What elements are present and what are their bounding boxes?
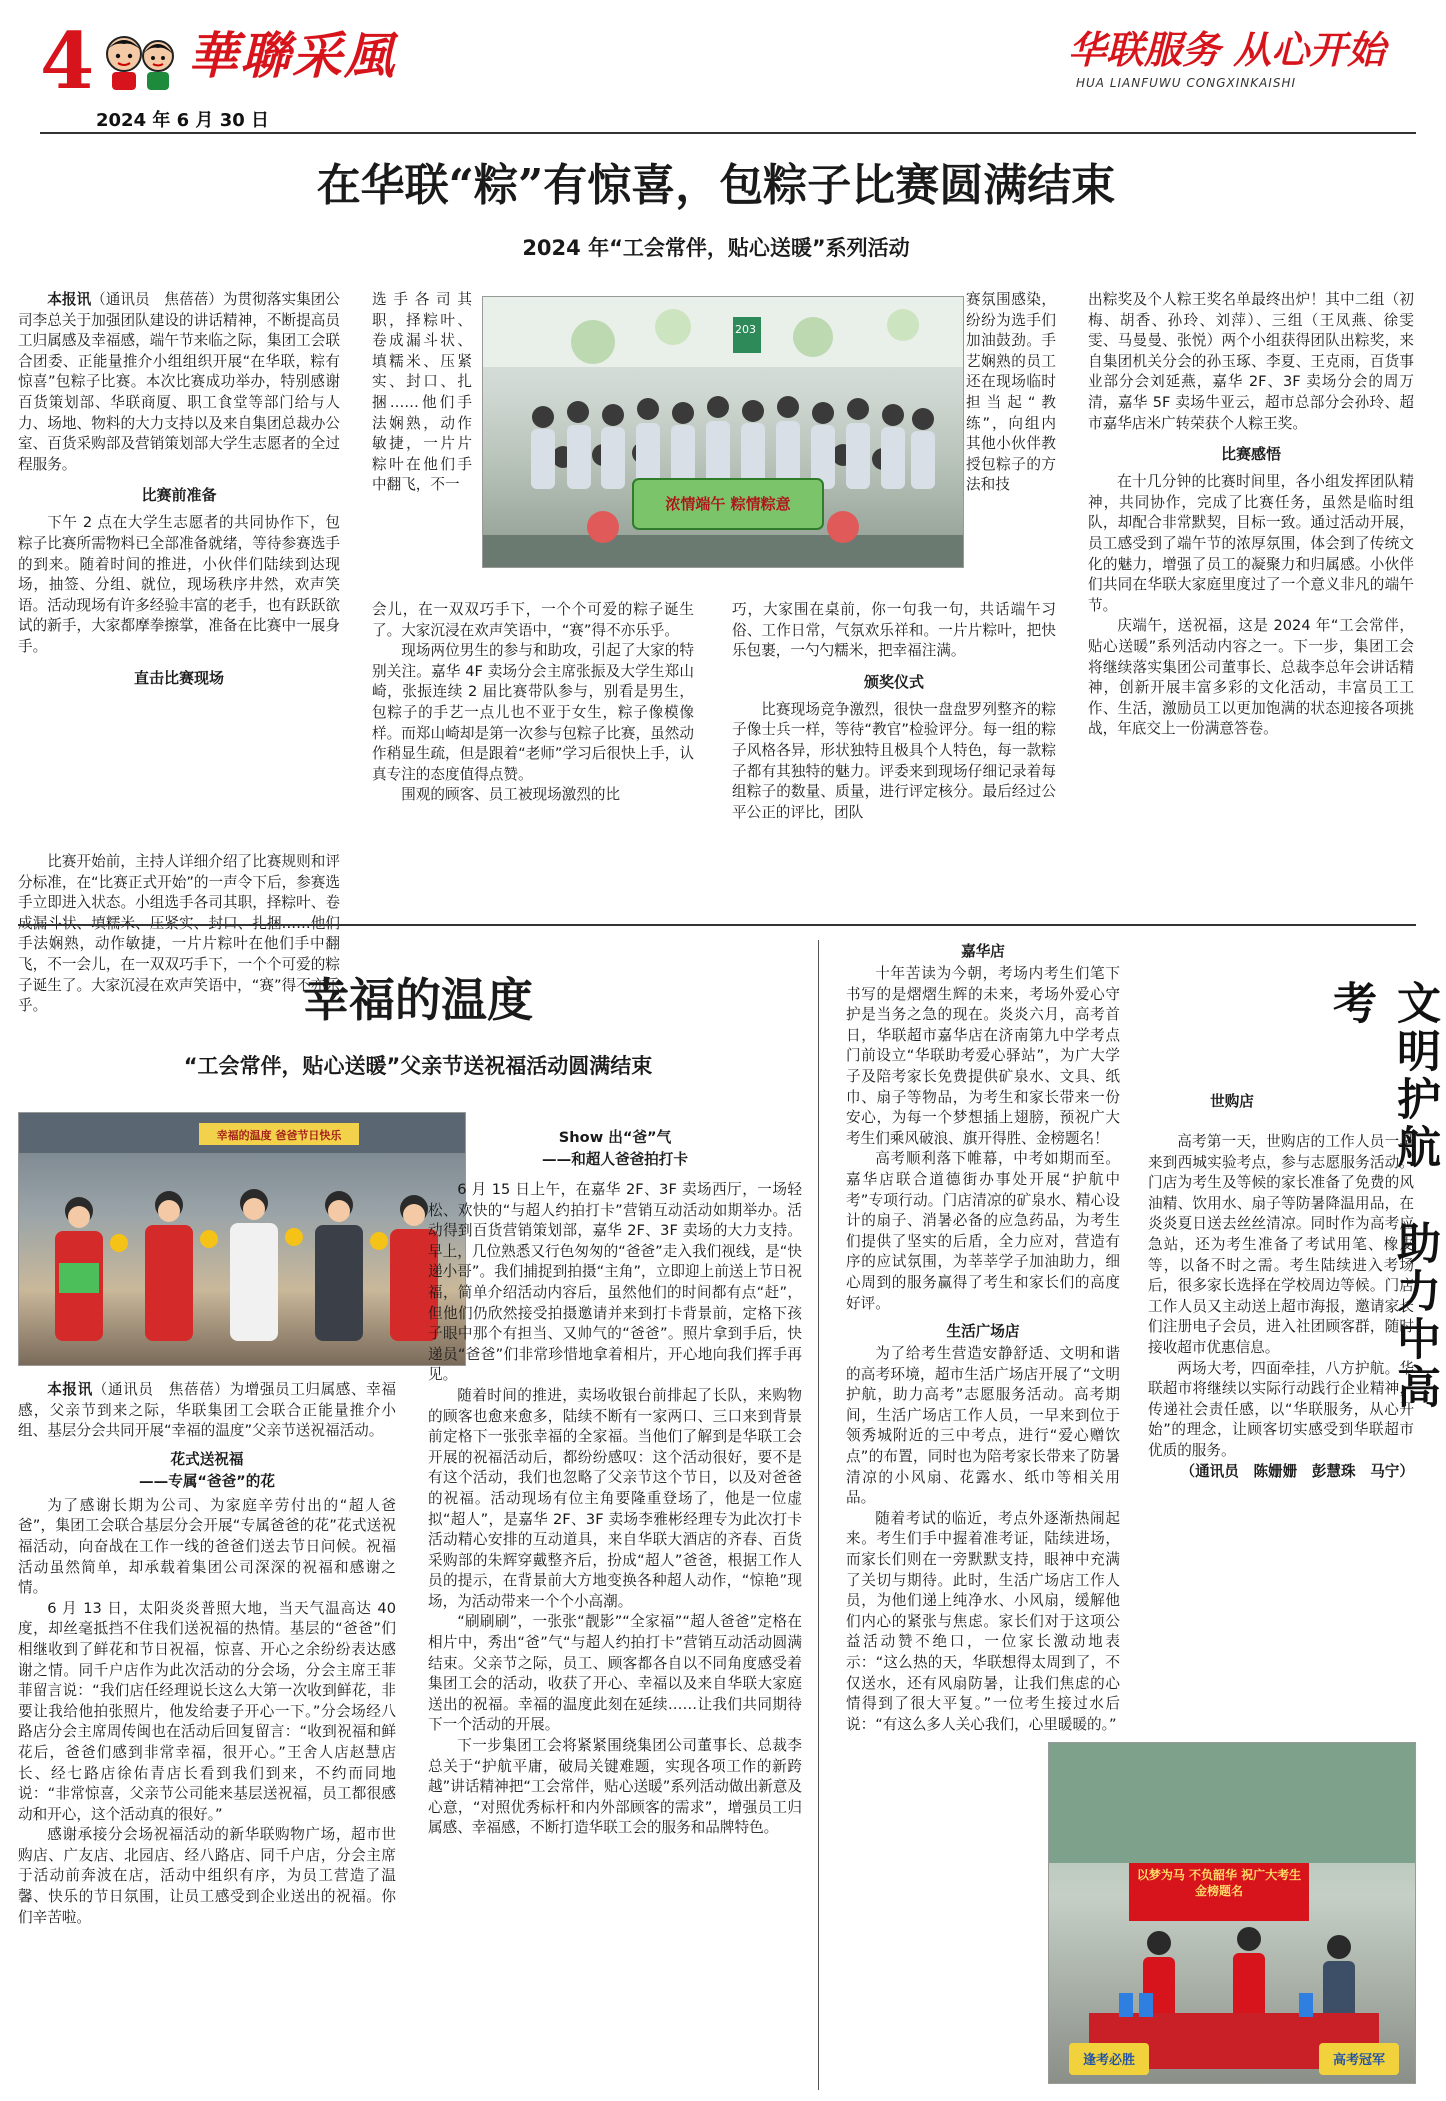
lead-text: 为贯彻落实集团公司李总关于加强团队建设的讲话精神，不断提高员工归属感及幸福感，端午节来临之际，集团工会联合团委、正能量推介小组组织开展“在华联，粽有惊喜”包粽子比赛。本次比赛成功举办，特别感谢百货策划部、华联商厦、职工食堂等部门给与人力、场地、物料的大力支持以及来自集团总裁办公室、百货采购部及营销策划部大学生志愿者的全过程服务。	[18, 291, 340, 473]
article3-headline: 文明护航 助力中高考	[1325, 980, 1440, 1412]
paragraph: 比赛现场竞争激烈，很快一盘盘罗列整齐的粽子像士兵一样，等待“教官”检验评分。每一组的粽子风格各异，形状独特且极具个人特色，每一款粽子都有其独特的魅力。评委来到现场仔细记录着每组粽子的数量、质量，进行评定核分。最后经过公平公正的评比，团队	[732, 700, 1056, 821]
article2-col1: 本报讯（通讯员 焦蓓蓓）为增强员工归属感、幸福感，父亲节到来之际，华联集团工会联合正能量推介小组、基层分会共同开展“幸福的温度”父亲节送祝福活动。 花式送祝福 ——专属“爸爸”的花 为了感谢长期为公司、为家庭辛劳付出的“超人爸爸”，集团工会联合基层分会开展“专属爸爸的花”花式送祝福活动，向奋战在工作一线的爸爸们送去节日问候。祝福活动虽然简单，却承载着集团公司深深的祝福和感谢之情。 6 月 13 日，太阳炎炎普照大地，当天气温高达 40 度，却丝毫抵挡不住我们送祝福的热情。基层的“爸爸”们相继收到了鲜花和节日祝福，惊喜、开心之余纷纷表达感谢之情。同千户店作为此次活动的分会场，分会主席王菲菲留言说：“我们店任经理说长这么大第一次收到鲜花，非要让我给他拍张照片，他发给妻子开心一下。”分会场经八路店分会主席周传闽也在活动后回复留言：“收到祝福和鲜花后，爸爸们感到非常幸福，很开心。”王舍人店赵慧店长、经七路店徐佑青店长看到我们到来，不约而同地说：“非常惊喜，父亲节公司能来基层送祝福，员工都很感动和开心，这个活动真的很好。” 感谢承接分会场祝福活动的新华联购物广场，超市世购店、广友店、北园店、经八路店、同千户店，分会主席于活动前奔波在店，活动中组织有序，为员工营造了温馨、快乐的节日氛围，让员工感受到企业送出的祝福。你们辛苦啦。	[18, 1380, 396, 1928]
photo-sign-text: 203	[735, 323, 756, 336]
photo-banner-text: 浓情端午 粽情粽意	[665, 495, 791, 513]
paragraph: 现场两位男生的参与和助攻，引起了大家的特别关注。嘉华 4F 卖场分会主席张振及大学生郑山崎，张振连续 2 届比赛带队参与，别看是男生，包粽子的手艺一点儿也不亚于女生，粽子像模像样。而郑山崎却是第一次参与包粽子比赛，虽然动作稍显生疏，但是跟着“老师”学习后很快上手，认真专注的态度值得点赞。	[372, 642, 694, 783]
photo-exam-support	[1048, 1742, 1416, 2084]
paragraph-crowd-start: 围观的顾客、员工被现场激烈的比	[401, 786, 621, 804]
page-number: 4	[40, 16, 95, 107]
section-heading: Show 出“爸”气	[558, 1129, 672, 1146]
section-name: 華聯采風	[188, 26, 396, 85]
paragraph: 6 月 15 日上午，在嘉华 2F、3F 卖场西厅，一场轻松、欢快的“与超人约拍打卡”营销互动活动如期举办。活动得到百货营销策划部，嘉华 2F、3F 卖场的大力支持。早上，几位熟悉又行色匆匆的“爸爸”走入我们视线，是“快递小哥”。我们捕捉到拍摄“主角”，立即迎上前送上节日祝福，简单介绍活动内容后，虽然他们的时间都有点“赶”，但他们仍欣然接受拍摄邀请并来到打卡背景前，定格下孩子眼中那个有担当、又帅气的“爸爸”。照片拿到手后，快递员“爸爸”们非常珍惜地拿着相片，开心地向我们挥手再见。	[428, 1181, 802, 1384]
section-heading: 世购店	[1210, 1093, 1254, 1110]
divider-vertical	[818, 940, 819, 2090]
photo-fathers-day	[18, 1112, 466, 1366]
lead-byline: （通讯员 焦蓓蓓）	[91, 291, 223, 308]
paragraph: 6 月 13 日，太阳炎炎普照大地，当天气温高达 40 度，却丝毫抵挡不住我们送祝福的热情。基层的“爸爸”们相继收到了鲜花和节日祝福，惊喜、开心之余纷纷表达感谢之情。同千户店作为此次活动的分会场，分会主席王菲菲留言说：“我们店任经理说长这么大第一次收到鲜花，非要让我给他拍张照片，他发给妻子开心一下。”分会场经八路店分会主席周传闽也在活动后回复留言：“收到祝福和鲜花后，爸爸们感到非常幸福，很开心。”王舍人店赵慧店长、经七路店徐佑青店长看到我们到来，不约而同地说：“非常惊喜，父亲节公司能来基层送祝福，员工都很感动和开心，这个活动真的很好。”	[18, 1599, 396, 1823]
section-subheading: ——专属“爸爸”的花	[139, 1472, 275, 1490]
section-heading: 嘉华店	[961, 943, 1005, 960]
mascot-logo-icon	[94, 30, 186, 94]
section-heading: 生活广场店	[946, 1323, 1020, 1341]
paragraph: 高考第一天，世购店的工作人员一早来到西城实验考点，参与志愿服务活动。门店为考生及等候的家长准备了免费的风油精、饮用水、扇子等防暑降温用品，在炎炎夏日送去丝丝清凉。同时作为高考应急站，还为考生准备了考试用笔、橡皮等，以备不时之需。考生陆续进入考场后，很多家长选择在学校周边等候。门店工作人员又主动送上超市海报，邀请家长们注册电子会员，进入社团顾客群，随时接收超市优惠信息。	[1148, 1133, 1414, 1356]
photo-badge: 高考冠军	[1332, 2053, 1385, 2068]
masthead	[0, 0, 1432, 140]
article3-col2	[1148, 942, 1316, 1114]
section-heading: 花式送祝福	[170, 1450, 244, 1468]
paragraph: 高考顺利落下帷幕，中考如期而至。嘉华店联合道德街办事处开展“护航中考”专项行动。门店清凉的矿泉水、精心设计的扇子、消暑必备的应急药品，为考生们提供了坚实的后盾，全力应对，营造有序的应试氛围，为莘莘学子加油助力，细心周到的服务赢得了考生和家长们的高度好评。	[846, 1150, 1120, 1312]
article1-col1	[18, 290, 340, 696]
paragraph: 比赛开始前，主持人详细介绍了比赛规则和评分标准，在“比赛正式开始”的一声令下后，参赛选手立即进入状态。小组选手各司其职，择粽叶、卷 手法娴熟，动作敏捷，一片片粽叶在他们手中翻飞，不一会儿，在一双双巧手下，一个个可爱的粽子诞生了。大家沉浸在欢声笑语中，“赛”得不亦乐乎。	[18, 853, 340, 1015]
article1-col3: 赛氛围感染，纷纷为选手们加油鼓劲。手艺娴熟的员工还在现场临时担当起“教练”，向组内其他小伙伴教授包粽子的方法和技	[966, 291, 1056, 494]
paragraph: “刷刷刷”，一张张“靓影”“全家福”“超人爸爸”定格在相片中，秀出“爸”气“与超人约拍打卡”营销互动活动圆满结束。父亲节之际，员工、顾客都各自以不同角度感受着集团工会的活动，收获了开心、幸福以及来自华联大家庭送出的祝福。幸福的温度此刻在延续……让我们共同期待下一个活动的开展。	[428, 1613, 802, 1734]
slogan: 华联服务 从心开始	[1068, 27, 1386, 72]
article1-col2b: 会儿，在一双双巧手下，一个个可爱的粽子诞生了。大家沉浸在欢声笑语中，“赛”得不亦乐乎。 现场两位男生的参与和助攻，引起了大家的特别关注。嘉华 4F 卖场分会主席张振及大学生郑山崎，张振连续 2 届比赛带队参与，别看是男生，包粽子的手艺一点儿也不亚于女生，粽子像模像样。而郑山崎却是第一次参与包粽子比赛，虽然动作稍显生疏，但是跟着“老师”学习后很快上手，认真专注的态度值得点赞。 围观的顾客、员工被现场激烈的比	[372, 600, 694, 806]
article2-headline: 幸福的温度	[303, 973, 533, 1027]
paragraph: 十年苦读为今朝，考场内考生们笔下书写的是熠熠生辉的未来，考场外爱心守护是当务之急的现在。炎炎六月，高考首日，华联超市嘉华店在济南第九中学考点门前设立“华联助考爱心驿站”，为广大学子及陪考家长免费提供矿泉水、文具、纸巾、扇子等物品，为考生和家长带来一份安心，为每一个梦想插上翅膀，预祝广大考生们乘风破浪、旗开得胜、金榜题名！	[846, 965, 1120, 1147]
paragraph: 下一步集团工会将紧紧围绕集团公司董事长、总裁李总关于“护航平庸，破局关键难题，实现各项工作的新跨越”讲话精神把“工会常伴，贴心送暖”系列活动做出新意及心意，“对照优秀标杆和内外部顾客的需求”，增强员工归属感、幸福感，不断打造华联工会的服务和品牌特色。	[428, 1737, 802, 1837]
article1-headline: 在华联“粽”有惊喜，包粽子比赛圆满结束	[316, 160, 1116, 211]
article2-col2	[428, 1128, 802, 1174]
slogan-pinyin: HUA LIANFUWU CONGXINKAISHI	[1076, 76, 1297, 90]
article2-subheadline: “工会常伴，贴心送暖”父亲节送祝福活动圆满结束	[183, 1054, 653, 1078]
photo-sign-text: 幸福的温度 爸爸节日快乐	[216, 1129, 342, 1142]
photo-badge: 逢考必胜	[1082, 2053, 1135, 2068]
paragraph: 随着时间的推进，卖场收银台前排起了长队，来购物的顾客也愈来愈多，陆续不断有一家两口、三口来到背景前定格下一张张幸福的全家福。当他们了解到是华联工会开展的祝福活动后，都纷纷感叹：这个活动很好，要不是有这个活动，我们也忽略了父亲节这个节日，以及对爸爸的祝福。活动现场有位主角要隆重登场了，他是一位虚拟“超人”，是嘉华 2F、3F 卖场李雅彬经理专为此次打卡活动精心安排的互动道具，来自华联大酒店的齐春、百货采购部的朱辉穿戴整齐后，扮成“超人”爸爸，根据工作人员的提示，在背景前大方地变换各种超人动作，“惊艳”现场，为活动带来一个个小高潮。	[428, 1386, 802, 1610]
paragraph: 感谢承接分会场祝福活动的新华联购物广场，超市世购店、广友店、北园店、经八路店、同千户店，分会主席于活动前奔波在店，活动中组织有序，为员工营造了温馨、快乐的节日氛围，让员工感受到企业送出的祝福。你们辛苦啦。	[18, 1826, 396, 1926]
paragraph: 为了给考生营造安静舒适、文明和谐的高考环境，超市生活广场店开展了“文明护航，助力高考”志愿服务活动。高考期间，生活广场店工作人员，一早来到位于领秀城附近的三中考点，进行“爱心赠饮点”的布置，同时也为陪考家长带来了防暑清凉的小风扇、花露水、纸巾等相关用品。	[846, 1345, 1120, 1507]
paragraph: 随着考试的临近，考点外逐渐热闹起来。考生们手中握着准考证，陆续进场，而家长们则在一旁默默支持，眼神中充满了关切与期待。此时，生活广场店工作人员，为他们递上纯净水、小风扇，缓解他们内心的紧张与焦虑。家长们对于这项公益活动赞不绝口，一位家长激动地表示：“这么热的天，华联想得太周到了，不仅送水，还有风扇防暑，让我们焦虑的心情得到了很大平复。”一位考生接过水后说：“有这么多人关心我们，心里暖暖的。”	[846, 1509, 1120, 1733]
paragraph: 在十几分钟的比赛时间里，各小组发挥团队精神，共同协作，完成了比赛任务，虽然是临时组队，却配合非常默契，目标一致。通过活动开展，员工感受到了端午节的浓厚氛围，体会到了传统文化的魅力，增强了员工的凝聚力和归属感。小伙伴们共同在华联大家庭里度过了一个意义非凡的端午节。	[1088, 473, 1414, 614]
section-subheading: ——和超人爸爸拍打卡	[542, 1151, 688, 1168]
photo-banner-text: 以梦为马 不负韶华 祝广大考生金榜题名	[1136, 1868, 1302, 1898]
section-heading: 比赛感悟	[1220, 445, 1281, 464]
paragraph: 为了感谢长期为公司、为家庭辛劳付出的“超人爸爸”，集团工会联合基层分会开展“专属爸爸的花”花式送祝福活动，向奋战在工作一线的爸爸们送去节日问候。祝福活动虽然简单，却承载着集团公司深深的祝福和感谢之情。	[18, 1496, 396, 1597]
paragraph: 下午 2 点在大学生志愿者的共同协作下，包粽子比赛所需物料已全部准备就绪，等待参赛选手的到来。随着时间的推进，小伙伴们陆续到达现场，抽签、分组、就位，现场秩序井然，欢声笑语。活动现场有许多经验丰富的老手，也有跃跃欲试的新手，大家都摩拳擦掌，准备在比赛中一展身手。	[18, 514, 340, 655]
article3-col2b	[1148, 1132, 1414, 1482]
issue-date: 2024 年 6 月 30 日	[96, 110, 270, 131]
article1-subheadline: 2024 年“工会常伴，贴心送暖”系列活动	[522, 236, 910, 260]
paragraph: 庆端午，送祝福，这是 2024 年“工会常伴，贴心送暖”系列活动内容之一。下一步，集团工会将继续落实集团公司董事长、总裁李总年会讲话精神，创新开展丰富多彩的文化活动，丰富员工工作、生活，激励员工以更加饱满的状态迎接各项挑战，年底交上一份满意答卷。	[1088, 617, 1414, 738]
section-heading: 比赛前准备	[141, 486, 217, 505]
lead-tag: 本报讯	[47, 291, 92, 308]
article2-col2b	[428, 1180, 802, 1839]
section-heading: 直击比赛现场	[133, 668, 224, 687]
masthead-rule	[40, 132, 1416, 134]
paragraph: 两场大考，四面牵挂，八方护航。华联超市将继续以实际行动践行企业精神，传递社会责任感，以“华联服务，从心开始”的理念，让顾客切实感受到华联超市优质的服务。	[1148, 1359, 1414, 1459]
divider-horizontal	[18, 924, 1416, 926]
article1-col2	[372, 290, 472, 496]
paragraph-wrap: 选手各司其职，择粽叶、卷成漏斗状、填糯米、压紧实、封口、扎捆……他们手法娴熟，动作敏捷，一片片粽叶在他们手中翻飞，不一	[372, 291, 472, 494]
article1-col4: 出粽奖及个人粽王奖名单最终出炉！其中二组（初梅、胡香、孙玲、刘萍）、三组（王凤燕、徐雯雯、马曼曼、张悦）两个小组获得团队出粽奖，来自集团机关分会的孙玉琢、李夏、王克雨，百货事业部分会刘延燕，嘉华 2F、3F 卖场分会的周万清，嘉华 5F 卖场牛亚云，超市总部分会孙玲、超市嘉华店米广转荣获个人粽王奖。 比赛感悟 在十几分钟的比赛时间里，各小组发挥团队精神，共同协作，完成了比赛任务，虽然是临时组队，却配合非常默契，目标一致。通过活动开展，员工感受到了端午节的浓厚氛围，体会到了传统文化的魅力，增强了员工的凝聚力和归属感。小伙伴们共同在华联大家庭里度过了一个意义非凡的端午节。 庆端午，送祝福，这是 2024 年“工会常伴，贴心送暖”系列活动内容之一。下一步，集团工会将继续落实集团公司董事长、总裁李总年会讲话精神，创新开展丰富多彩的文化活动，丰富员工工作、生活，激励员工以更加饱满的状态迎接各项挑战，年底交上一份满意答卷。	[1088, 290, 1414, 740]
photo-zongzi-group	[482, 296, 964, 568]
article1-col3b: 巧，大家围在桌前，你一句我一句，共话端午习俗、工作日常，气氛欢乐祥和。一片片粽叶，把快乐包裹，一勺勺糯米，把幸福注满。 颁奖仪式 比赛现场竞争激烈，很快一盘盘罗列整齐的粽子像士兵一样，等待“教官”检验评分。每一组的粽子风格各异，形状独特且极具个人特色，每一款粽子都有其独特的魅力。评委来到现场仔细记录着每组粽子的数量、质量，进行评定核分。最后经过公平公正的评比，团队	[732, 600, 1056, 823]
byline: （通讯员 陈姗姗 彭慧珠 马宁）	[1180, 1462, 1414, 1480]
section-heading: 颁奖仪式	[863, 672, 924, 691]
article3-col1	[846, 942, 1120, 1735]
